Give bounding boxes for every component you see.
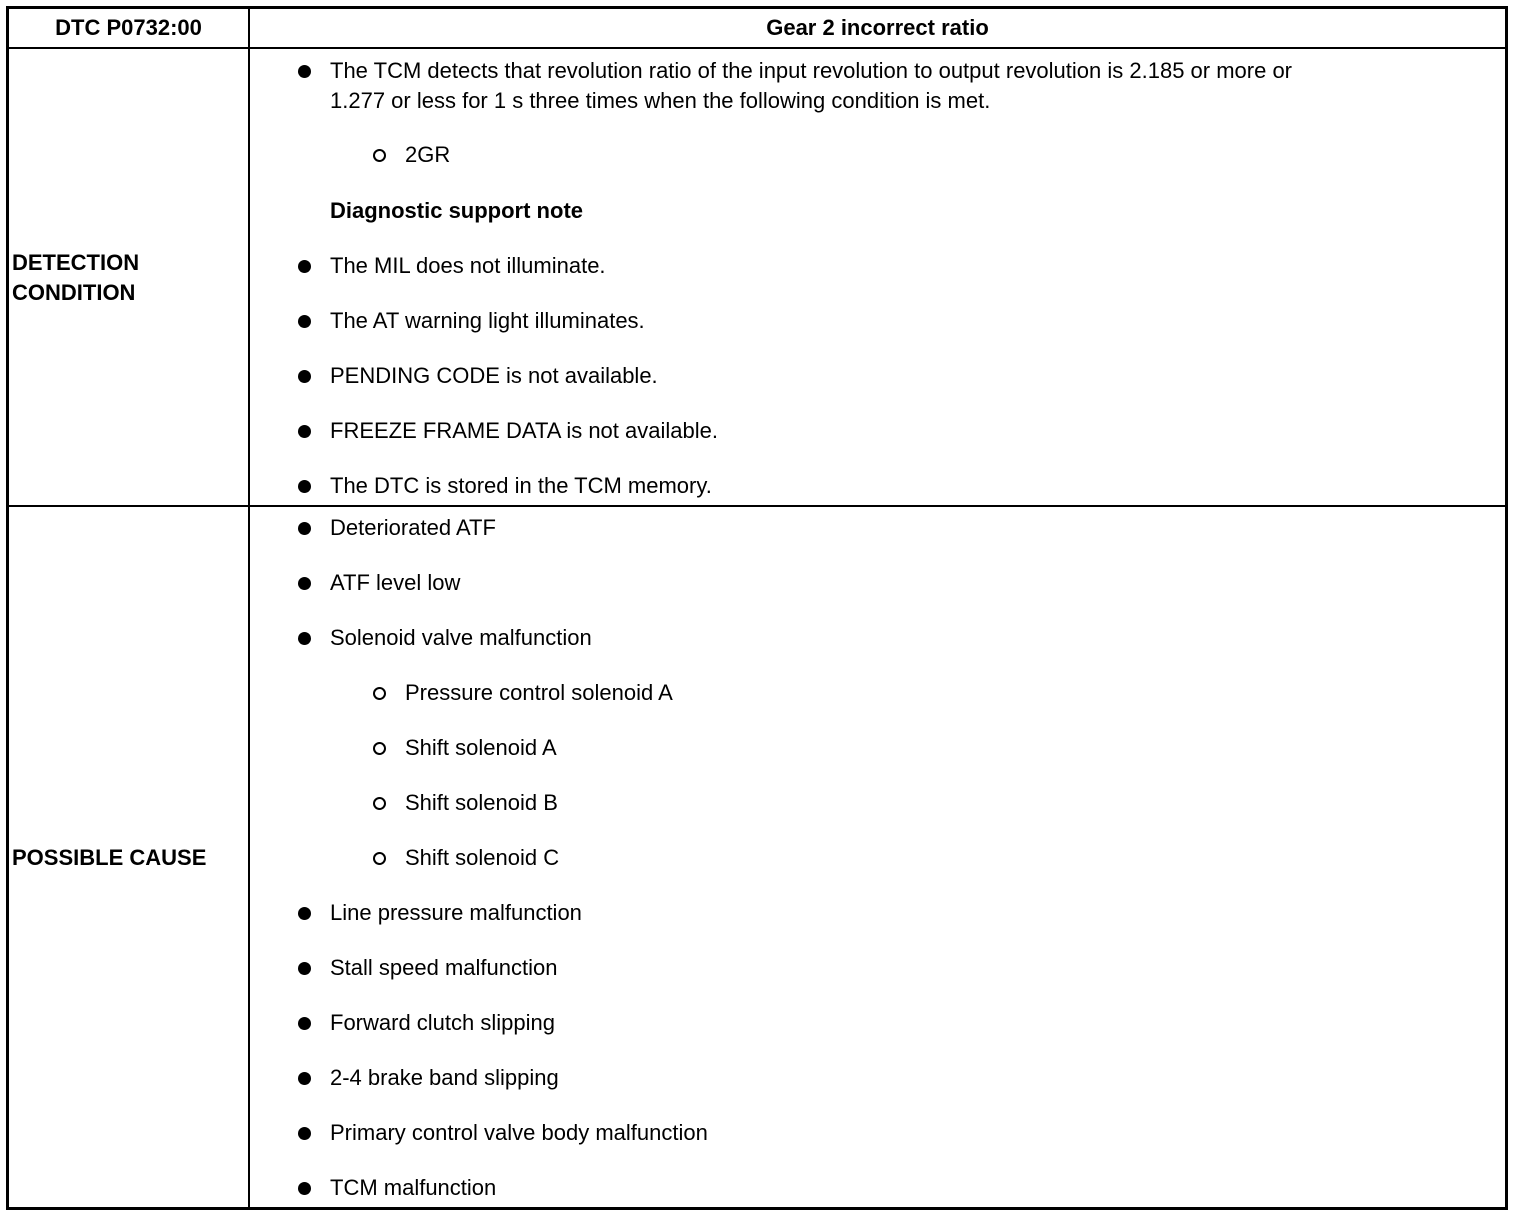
- detection-main-line2: 1.277 or less for 1 s three times when the following condition is met.: [330, 88, 991, 113]
- bullet-icon: [298, 315, 311, 328]
- detection-condition-label: [12, 248, 139, 308]
- solenoid-item: Pressure control solenoid A: [405, 680, 673, 705]
- dtc-title: Gear 2 incorrect ratio: [766, 15, 989, 40]
- detection-label-line1: DETECTION: [12, 250, 140, 275]
- note-item: The AT warning light illuminates.: [330, 308, 645, 333]
- note-item: The DTC is stored in the TCM memory.: [330, 473, 712, 498]
- detection-label-line2: CONDITION: [12, 280, 136, 305]
- column-divider: [248, 6, 250, 1210]
- circle-bullet-icon: [373, 852, 386, 865]
- circle-bullet-icon: [373, 687, 386, 700]
- bullet-icon: [298, 1017, 311, 1030]
- bullet-icon: [298, 260, 311, 273]
- circle-bullet-icon: [373, 742, 386, 755]
- cause-item: 2-4 brake band slipping: [330, 1065, 559, 1090]
- bullet-icon: [298, 1182, 311, 1195]
- bullet-icon: [298, 370, 311, 383]
- cause-item: ATF level low: [330, 570, 461, 595]
- bullet-icon: [298, 522, 311, 535]
- cause-item: Line pressure malfunction: [330, 900, 582, 925]
- sub-condition-item: 2GR: [405, 142, 451, 167]
- bullet-icon: [298, 1072, 311, 1085]
- circle-bullet-icon: [373, 149, 386, 162]
- possible-cause-label: POSSIBLE CAUSE: [12, 845, 207, 870]
- note-item: PENDING CODE is not available.: [330, 363, 658, 388]
- dtc-code: DTC P0732:00: [55, 15, 202, 40]
- cause-item: Primary control valve body malfunction: [330, 1120, 708, 1145]
- cause-item: Forward clutch slipping: [330, 1010, 555, 1035]
- solenoid-item: Shift solenoid C: [405, 845, 560, 870]
- cause-item: Stall speed malfunction: [330, 955, 558, 980]
- diagnostic-note-heading: Diagnostic support note: [330, 198, 583, 223]
- bullet-icon: [298, 907, 311, 920]
- solenoid-item: Shift solenoid A: [405, 735, 557, 760]
- bullet-icon: [298, 577, 311, 590]
- bullet-icon: [298, 425, 311, 438]
- bullet-icon: [298, 1127, 311, 1140]
- dtc-table: [6, 6, 1508, 1210]
- note-item: The MIL does not illuminate.: [330, 253, 606, 278]
- bullet-icon: [298, 65, 311, 78]
- note-item: FREEZE FRAME DATA is not available.: [330, 418, 718, 443]
- circle-bullet-icon: [373, 797, 386, 810]
- cause-item: TCM malfunction: [330, 1175, 497, 1200]
- bullet-icon: [298, 962, 311, 975]
- solenoid-item: Shift solenoid B: [405, 790, 558, 815]
- row-divider: [6, 505, 1508, 507]
- bullet-icon: [298, 480, 311, 493]
- bullet-icon: [298, 632, 311, 645]
- detection-main-line1: The TCM detects that revolution ratio of the input revolution to output revolution is 2.185 or more or: [330, 58, 1293, 83]
- cause-item: Deteriorated ATF: [330, 515, 496, 540]
- cause-item: Solenoid valve malfunction: [330, 625, 592, 650]
